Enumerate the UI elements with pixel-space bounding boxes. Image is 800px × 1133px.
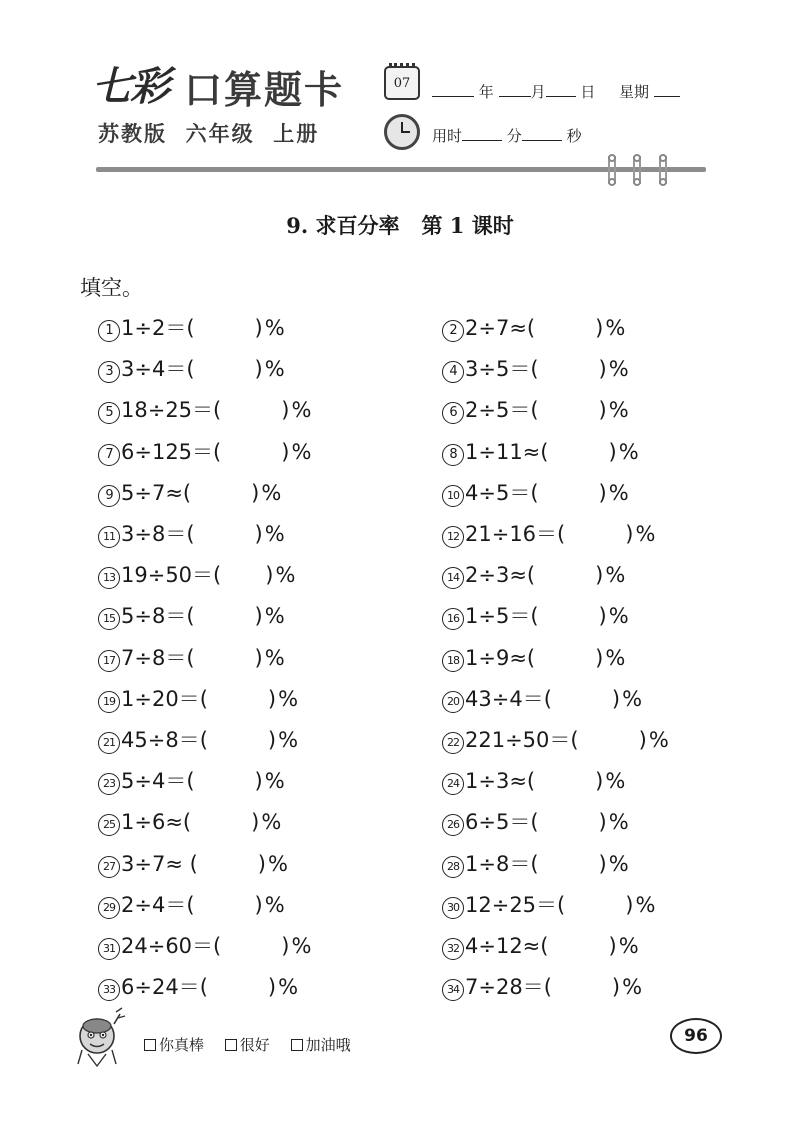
problem-number: 32 (442, 938, 464, 960)
percent-sign: % (261, 481, 282, 505)
seconds-blank[interactable] (522, 126, 562, 141)
minutes-label: 分 (506, 127, 522, 145)
brand-logo-mark: 七彩 (92, 63, 168, 110)
problem-item (442, 560, 625, 590)
problem-number: 30 (442, 897, 464, 919)
percent-sign: % (635, 522, 656, 546)
answer-paren-open: ( (540, 934, 549, 958)
answer-paren-close: ) (254, 646, 263, 670)
answer-paren-open: ( (530, 481, 539, 505)
percent-sign: % (622, 975, 643, 999)
problem-item (442, 478, 629, 508)
answer-paren-close: ) (254, 316, 263, 340)
binder-ring-icon (608, 156, 616, 184)
problem-number: 15 (98, 608, 120, 630)
problem-item (442, 807, 629, 837)
answer-paren-open: ( (186, 522, 195, 546)
answer-paren-close: ) (267, 687, 277, 711)
problem-item (98, 313, 285, 343)
problem-expression: 18÷25＝ (121, 398, 214, 422)
answer-paren-close: ) (598, 810, 607, 834)
answer-paren-close: ) (595, 563, 604, 587)
percent-sign: % (261, 810, 282, 834)
problem-item (98, 766, 285, 796)
problem-item (98, 890, 285, 920)
rating-option[interactable] (144, 1034, 204, 1056)
answer-paren-open: ( (530, 604, 539, 628)
answer-paren-close: ) (251, 810, 260, 834)
problem-number: 24 (442, 773, 464, 795)
answer-paren-close: ) (611, 687, 621, 711)
problem-expression: 7÷8＝ (121, 646, 187, 670)
year-label: 年 (478, 83, 494, 101)
minutes-blank[interactable] (462, 126, 502, 141)
edition-label: 苏教版 六年级 上册 (98, 122, 320, 146)
problem-item (442, 972, 642, 1002)
problem-number: 8 (442, 444, 464, 466)
problem-expression: 6÷5＝ (465, 810, 531, 834)
day-blank[interactable] (546, 82, 576, 97)
answer-paren-close: ) (608, 440, 617, 464)
answer-paren-open: ( (213, 934, 222, 958)
lesson-title: 9. 求百分率 第 1 课时 (286, 213, 514, 238)
clock-icon (384, 114, 420, 150)
percent-sign: % (291, 398, 312, 422)
answer-paren-close: ) (595, 646, 604, 670)
month-label: 月 (530, 83, 546, 101)
problem-expression: 1÷8＝ (465, 852, 531, 876)
percent-sign: % (264, 646, 285, 670)
percent-sign: % (605, 646, 626, 670)
problem-expression: 4÷5＝ (465, 481, 531, 505)
time-fill-line (432, 126, 582, 146)
answer-paren-close: ) (254, 604, 263, 628)
answer-paren-open: ( (543, 687, 552, 711)
calendar-day: 07 (393, 76, 411, 91)
problem-number: 21 (98, 732, 120, 754)
answer-paren-open: ( (199, 687, 208, 711)
answer-paren-open: ( (526, 769, 536, 793)
answer-paren-open: ( (570, 728, 579, 752)
problem-expression: 3÷8＝ (121, 522, 187, 546)
problem-number: 23 (98, 773, 120, 795)
problem-item (442, 395, 629, 425)
problem-expression: 5÷8＝ (121, 604, 187, 628)
answer-paren-close: ) (267, 975, 277, 999)
percent-sign: % (278, 728, 299, 752)
problem-expression: 2÷7≈ (465, 316, 527, 340)
answer-paren-open: ( (186, 357, 195, 381)
problem-expression: 1÷5＝ (465, 604, 531, 628)
answer-paren-open: ( (186, 604, 195, 628)
problem-expression: 6÷24＝ (121, 975, 200, 999)
problem-item (98, 601, 285, 631)
answer-paren-open: ( (213, 563, 222, 587)
checkbox[interactable] (225, 1039, 237, 1051)
self-rating (144, 1034, 367, 1056)
problem-number: 19 (98, 691, 120, 713)
problem-item (98, 354, 285, 384)
answer-paren-open: ( (186, 769, 195, 793)
answer-paren-open: ( (530, 398, 539, 422)
answer-paren-open: ( (526, 563, 536, 587)
problem-number: 7 (98, 444, 120, 466)
weekday-label: 星期 (618, 83, 649, 101)
problem-expression: 24÷60＝ (121, 934, 214, 958)
problem-expression: 6÷125＝ (121, 440, 214, 464)
problem-number: 27 (98, 856, 120, 878)
percent-sign: % (605, 563, 626, 587)
binder-ring-icon (659, 156, 667, 184)
day-label: 日 (580, 83, 596, 101)
problem-number: 1 (98, 320, 120, 342)
problem-item (442, 890, 655, 920)
problem-number: 3 (98, 361, 120, 383)
percent-sign: % (635, 893, 656, 917)
problem-item (98, 395, 311, 425)
answer-paren-close: ) (625, 893, 634, 917)
problem-number: 6 (442, 402, 464, 424)
problem-number: 29 (98, 897, 120, 919)
answer-paren-open: ( (530, 810, 539, 834)
percent-sign: % (608, 357, 629, 381)
problem-expression: 5÷7≈ (121, 481, 183, 505)
answer-paren-close: ) (598, 852, 607, 876)
answer-paren-open: ( (530, 357, 539, 381)
checkbox[interactable] (291, 1039, 303, 1051)
problem-expression: 2÷4＝ (121, 893, 187, 917)
problem-expression: 12÷25＝ (465, 893, 558, 917)
percent-sign: % (291, 440, 312, 464)
answer-paren-close: ) (254, 522, 263, 546)
binder-ring-icon (633, 156, 641, 184)
problem-number: 12 (442, 526, 464, 548)
percent-sign: % (278, 687, 299, 711)
problem-expression: 221÷50＝ (465, 728, 571, 752)
answer-paren-close: ) (251, 481, 260, 505)
checkbox[interactable] (144, 1039, 156, 1051)
rating-label: 你真棒 (159, 1036, 205, 1054)
answer-paren-close: ) (595, 769, 604, 793)
problem-expression: 3÷7≈ (121, 852, 190, 876)
percent-sign: % (278, 975, 299, 999)
percent-sign: % (264, 357, 285, 381)
problem-item (442, 437, 639, 467)
percent-sign: % (618, 440, 639, 464)
percent-sign: % (608, 481, 629, 505)
answer-paren-close: ) (254, 357, 263, 381)
answer-paren-close: ) (638, 728, 647, 752)
problem-expression: 3÷5＝ (465, 357, 531, 381)
answer-paren-close: ) (625, 522, 634, 546)
problem-number: 34 (442, 979, 464, 1001)
percent-sign: % (608, 852, 629, 876)
seconds-label: 秒 (566, 127, 582, 145)
answer-paren-open: ( (540, 440, 549, 464)
answer-paren-open: ( (189, 852, 198, 876)
percent-sign: % (264, 604, 285, 628)
answer-paren-open: ( (182, 481, 192, 505)
problem-number: 18 (442, 650, 464, 672)
percent-sign: % (264, 522, 285, 546)
problem-item (442, 931, 639, 961)
problem-number: 4 (442, 361, 464, 383)
answer-paren-close: ) (598, 604, 607, 628)
problem-expression: 4÷12≈ (465, 934, 541, 958)
problem-number: 20 (442, 691, 464, 713)
problem-expression: 19÷50＝ (121, 563, 214, 587)
answer-paren-open: ( (199, 975, 208, 999)
percent-sign: % (648, 728, 669, 752)
answer-paren-close: ) (281, 440, 290, 464)
problem-item (442, 313, 625, 343)
rating-label: 加油哦 (305, 1036, 351, 1054)
percent-sign: % (605, 316, 626, 340)
answer-paren-open: ( (186, 316, 195, 340)
rating-label: 很好 (239, 1036, 270, 1054)
problem-item (442, 601, 629, 631)
page-number: 96 (670, 1018, 722, 1054)
problem-item (98, 560, 295, 590)
percent-sign: % (264, 769, 285, 793)
problem-item (442, 849, 629, 879)
problem-expression: 2÷5＝ (465, 398, 531, 422)
date-fill-line (432, 82, 680, 102)
answer-paren-open: ( (526, 316, 536, 340)
rating-option[interactable] (225, 1034, 270, 1056)
percent-sign: % (291, 934, 312, 958)
problem-expression: 45÷8＝ (121, 728, 200, 752)
answer-paren-open: ( (543, 975, 552, 999)
percent-sign: % (268, 852, 288, 876)
answer-paren-close: ) (254, 769, 263, 793)
problem-item (98, 519, 285, 549)
problem-number: 22 (442, 732, 464, 754)
problem-expression: 2÷3≈ (465, 563, 527, 587)
problem-number: 2 (442, 320, 464, 342)
weekday-blank[interactable] (654, 82, 680, 97)
problem-expression: 1÷11≈ (465, 440, 541, 464)
problem-expression: 21÷16＝ (465, 522, 558, 546)
problem-expression: 1÷2＝ (121, 316, 187, 340)
problem-item (98, 972, 298, 1002)
answer-paren-close: ) (265, 563, 274, 587)
rating-option[interactable] (291, 1034, 351, 1056)
problem-number: 33 (98, 979, 120, 1001)
problem-number: 11 (98, 526, 120, 548)
problem-number: 25 (98, 814, 120, 836)
answer-paren-open: ( (213, 398, 222, 422)
percent-sign: % (275, 563, 296, 587)
answer-paren-open: ( (186, 646, 195, 670)
calendar-icon (384, 66, 420, 100)
problem-item (98, 478, 281, 508)
answer-paren-open: ( (199, 728, 208, 752)
instructions: 填空。 (80, 276, 143, 300)
problem-expression: 5÷4＝ (121, 769, 187, 793)
percent-sign: % (608, 604, 629, 628)
answer-paren-close: ) (598, 357, 607, 381)
answer-paren-close: ) (598, 398, 607, 422)
problem-item (442, 684, 642, 714)
answer-paren-close: ) (595, 316, 604, 340)
problem-item (442, 725, 669, 755)
answer-paren-open: ( (557, 893, 566, 917)
answer-paren-close: ) (598, 481, 607, 505)
problem-expression: 1÷3≈ (465, 769, 527, 793)
percent-sign: % (608, 810, 629, 834)
percent-sign: % (622, 687, 643, 711)
problem-expression: 3÷4＝ (121, 357, 187, 381)
problem-expression: 7÷28＝ (465, 975, 544, 999)
used-time-label: 用时 (432, 127, 463, 145)
problem-number: 9 (98, 485, 120, 507)
problem-expression: 1÷20＝ (121, 687, 200, 711)
answer-paren-close: ) (281, 934, 290, 958)
problem-item (442, 766, 625, 796)
problem-number: 10 (442, 485, 464, 507)
problem-item (98, 437, 311, 467)
answer-paren-open: ( (557, 522, 566, 546)
answer-paren-open: ( (530, 852, 539, 876)
problem-item (442, 354, 629, 384)
answer-paren-open: ( (182, 810, 192, 834)
answer-paren-close: ) (611, 975, 621, 999)
problem-item (442, 519, 655, 549)
answer-paren-open: ( (526, 646, 536, 670)
problem-expression: 1÷6≈ (121, 810, 183, 834)
month-blank[interactable] (499, 82, 531, 97)
answer-paren-close: ) (267, 728, 277, 752)
percent-sign: % (605, 769, 626, 793)
answer-paren-open: ( (186, 893, 195, 917)
percent-sign: % (264, 316, 285, 340)
answer-paren-close: ) (254, 893, 263, 917)
problem-item (98, 684, 298, 714)
problem-number: 13 (98, 567, 120, 589)
answer-paren-open: ( (213, 440, 222, 464)
problem-item (98, 849, 288, 879)
percent-sign: % (264, 893, 285, 917)
answer-paren-close: ) (257, 852, 266, 876)
problem-number: 31 (98, 938, 120, 960)
brand-title: 口算题卡 (184, 68, 345, 112)
problem-expression: 1÷9≈ (465, 646, 527, 670)
percent-sign: % (608, 398, 629, 422)
problem-item (98, 807, 281, 837)
problem-item (98, 931, 311, 961)
answer-paren-close: ) (281, 398, 290, 422)
year-blank[interactable] (432, 82, 474, 97)
problem-number: 16 (442, 608, 464, 630)
problem-item (442, 643, 625, 673)
problem-item (98, 725, 298, 755)
problem-number: 28 (442, 856, 464, 878)
mascot-icon (70, 1006, 130, 1068)
problem-number: 26 (442, 814, 464, 836)
answer-paren-close: ) (608, 934, 617, 958)
problem-number: 14 (442, 567, 464, 589)
problem-expression: 43÷4＝ (465, 687, 544, 711)
problem-item (98, 643, 285, 673)
problem-number: 17 (98, 650, 120, 672)
percent-sign: % (618, 934, 639, 958)
problem-number: 5 (98, 402, 120, 424)
